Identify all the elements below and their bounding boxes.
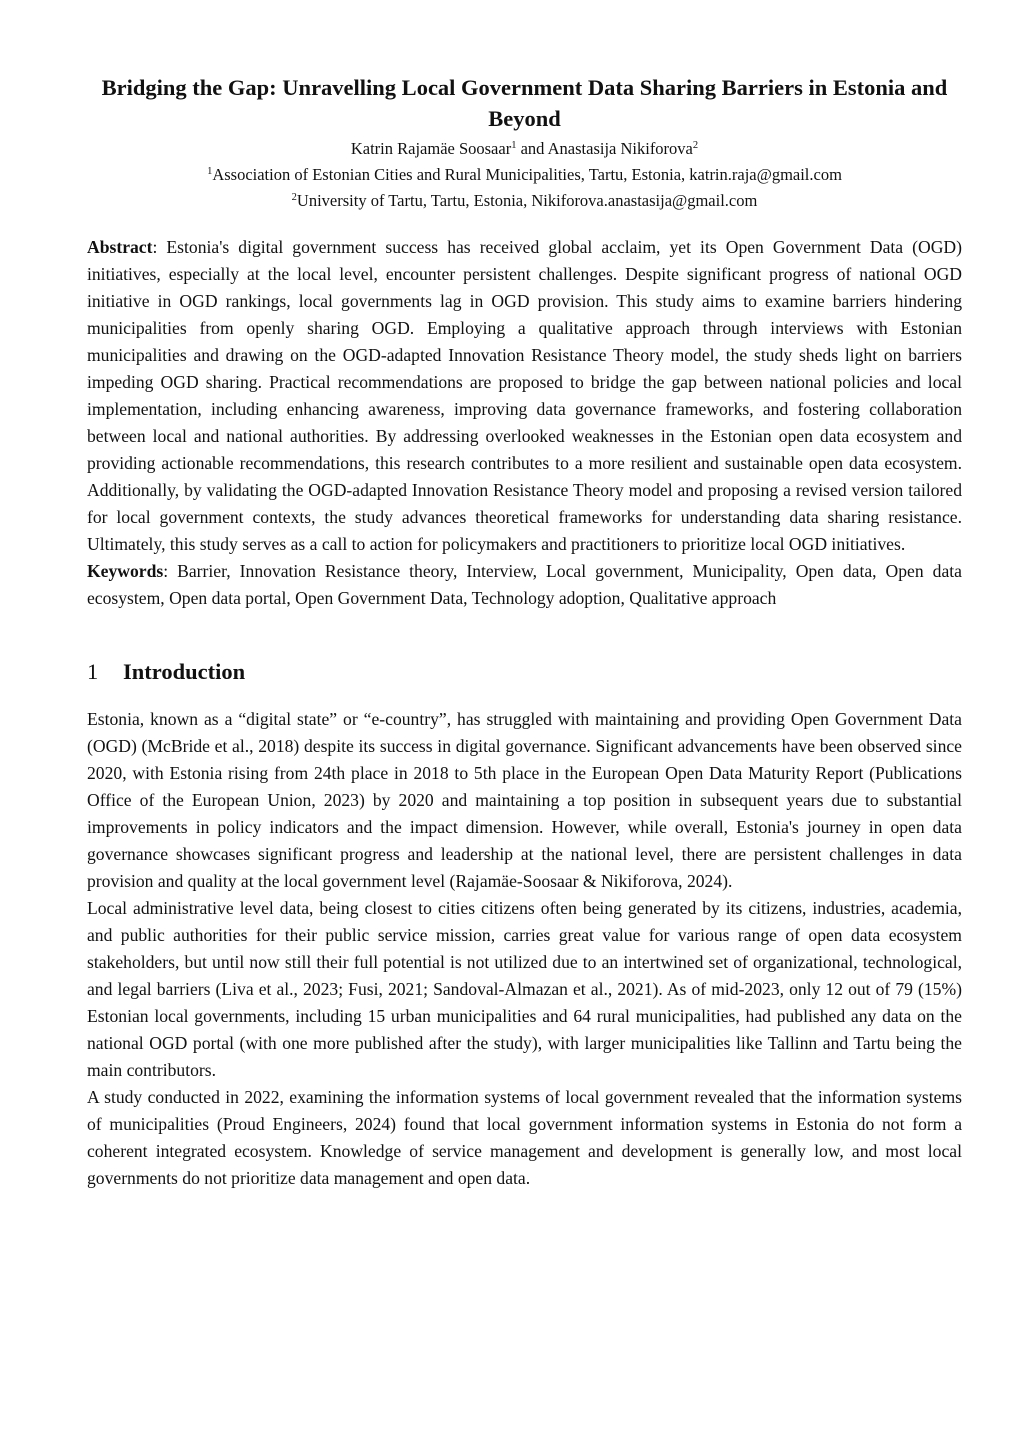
abstract-paragraph [87,234,962,558]
author-line [87,136,962,162]
affiliation-superscript: 2 [291,192,297,203]
keywords-label: Keywords [87,561,164,581]
author-superscript: 2 [692,140,699,151]
author-name: Katrin Rajamäe Soosaar [350,139,512,158]
author-superscript: 1 [511,140,517,151]
body-paragraph: Local administrative level data, being closest to cities citizens often being generated by its citizens, industries, academia, and public authorities for their public service mission, carries great value for various range of open data ecosystem stakeholders, but until now still their full potential is not utilized due to an intertwined set of organizational, technological, and legal barriers (Liva et al., 2023; Fusi, 2021; Sandoval-Almazan et al., 2021). As of mid-2023, only 12 out of 79 (15%) Estonian local governments, including 15 urban municipalities and 64 rural municipalities, had published any data on the national OGD portal (with one more published after the study), with larger municipalities like Tallinn and Tartu being the main contributors. [87,898,962,1080]
affiliation-superscript: 1 [207,166,213,177]
body-paragraph: Estonia, known as a “digital state” or “e-country”, has struggled with maintaining and providing Open Government Data (OGD) (McBride et al., 2018) despite its success in digital governance. Significant advancements have been observed since 2020, with Estonia rising from 24th place in 2018 to 5th place in the European Open Data Maturity Report (Publications Office of the European Union, 2023) by 2020 and maintaining a top position in subsequent years due to substantial improvements in policy indicators and the impact dimension. However, while overall, Estonia's journey in open data governance showcases significant progress and leadership at the national level, there are persistent challenges in data provision and quality at the local government level (Rajamäe-Soosaar & Nikiforova, 2024). [87,709,962,891]
section-heading [87,657,962,687]
paper-page [87,72,962,1192]
abstract-block [87,234,962,612]
keywords-paragraph [87,558,962,612]
author-conjunction: and [516,139,548,158]
affiliation-text: Association of Estonian Cities and Rural Municipalities, Tartu, Estonia, katrin.raja@gmail.com [212,165,842,184]
affiliation-text: University of Tartu, Tartu, Estonia, Nikiforova.anastasija@gmail.com [296,191,758,210]
abstract-text: : Estonia's digital government success has received global acclaim, yet its Open Government Data (OGD) initiatives, especially at the local level, encounter persistent challenges. Despite significant progress of national OGD initiative in OGD rankings, local governments lag in OGD provision. This study aims to examine barriers hindering municipalities from openly sharing OGD. Employing a qualitative approach through interviews with Estonian municipalities and drawing on the OGD-adapted Innovation Resistance Theory model, the study sheds light on barriers impeding OGD sharing. Practical recommendations are proposed to bridge the gap between national policies and local implementation, including enhancing awareness, improving data governance frameworks, and fostering collaboration between local and national authorities. By addressing overlooked weaknesses in the Estonian open data ecosystem and providing actionable recommendations, this research contributes to a more resilient and sustainable open data ecosystem. Additionally, by validating the OGD-adapted Innovation Resistance Theory model and proposing a revised version tailored for local government contexts, the study advances theoretical frameworks for understanding data sharing resistance. Ultimately, this study serves as a call to action for policymakers and practitioners to prioritize local OGD initiatives. [87,237,962,554]
paper-title: Bridging the Gap: Unravelling Local Government Data Sharing Barriers in Estonia and Beyond [101,75,948,131]
affiliation [87,188,962,214]
affiliation [87,162,962,188]
abstract-label: Abstract [87,237,153,257]
section-title: Introduction [123,659,246,684]
section-number: 1 [87,659,99,684]
section-body [87,706,962,1192]
author-name: Anastasija Nikiforova [547,139,693,158]
body-paragraph: A study conducted in 2022, examining the information systems of local government revealed that the information systems of municipalities (Proud Engineers, 2024) found that local government information systems in Estonia do not form a coherent integrated ecosystem. Knowledge of service management and development is generally low, and most local governments do not prioritize data management and open data. [87,1087,962,1188]
keywords-text: : Barrier, Innovation Resistance theory, Interview, Local government, Municipality, Open data, Open data ecosystem, Open data portal, Open Government Data, Technology adoption, Qualitative approach [87,561,962,608]
